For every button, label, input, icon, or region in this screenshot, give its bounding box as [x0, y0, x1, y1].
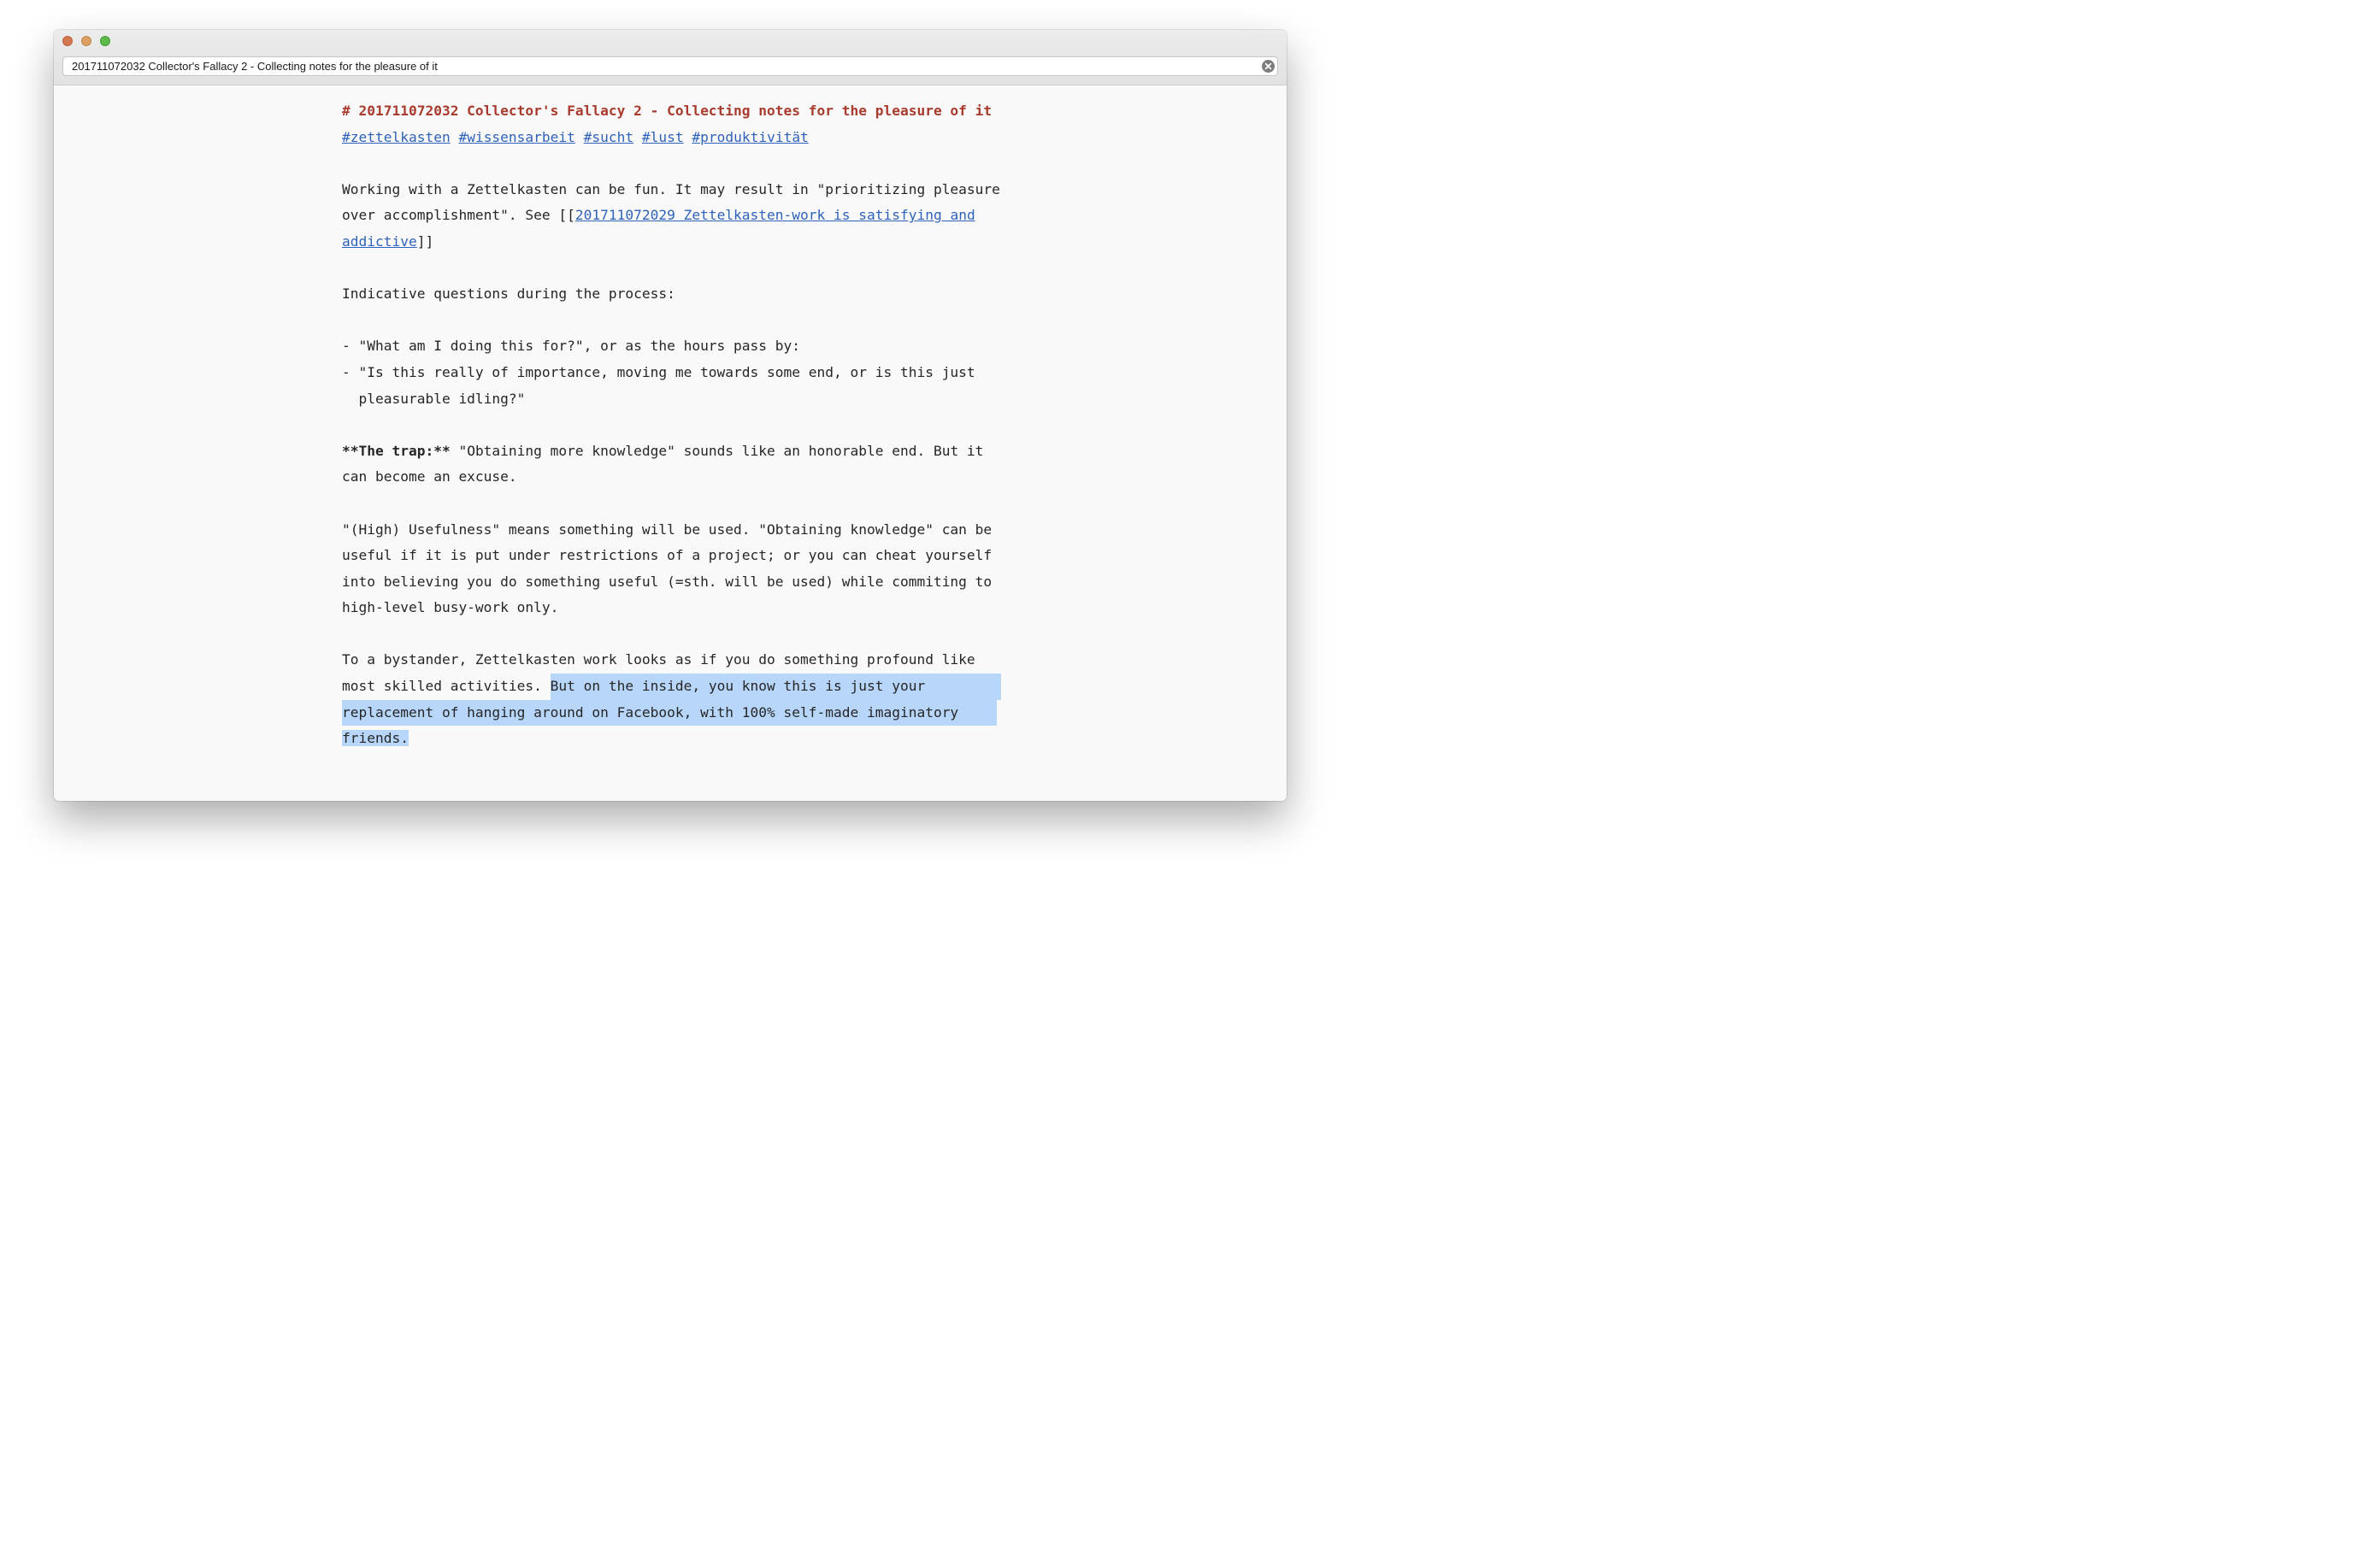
list-item-continuation: pleasurable idling?"	[342, 390, 526, 407]
paragraph-line: useful if it is put under restrictions of a project; or you can cheat yourself	[342, 547, 993, 564]
app-window	[54, 30, 1287, 801]
paragraph-line: can become an excuse.	[342, 468, 517, 485]
tag-link[interactable]: #zettelkasten	[342, 128, 451, 145]
paragraph-text: over accomplishment". See [[	[342, 207, 575, 224]
paragraph-line	[342, 229, 1009, 256]
tag-link[interactable]: #produktivität	[692, 128, 809, 145]
tag-list	[342, 125, 1009, 151]
zoom-window-button[interactable]	[100, 36, 110, 46]
paragraph-line	[342, 438, 1009, 465]
tag-link[interactable]: #sucht	[583, 128, 634, 145]
selected-text: friends.	[342, 730, 409, 747]
paragraph-line: "(High) Usefulness" means something will be used. "Obtaining knowledge" can be	[342, 521, 993, 538]
blank-line	[342, 150, 1009, 177]
wiki-link[interactable]: addictive	[342, 232, 417, 250]
selected-text: replacement of hanging around on Facebook, with 100% self-made imaginatory	[342, 700, 997, 727]
blank-line	[342, 621, 1009, 648]
clear-circle-x-icon[interactable]	[1261, 59, 1275, 74]
paragraph-line: into believing you do something useful (=sth. will be used) while commiting to	[342, 573, 993, 590]
paragraph-line	[342, 726, 1009, 752]
list-item: - "Is this really of importance, moving me towards some end, or is this just	[342, 363, 975, 380]
selected-text: But on the inside, you know this is just your	[551, 674, 1001, 700]
close-window-button[interactable]	[62, 36, 73, 46]
tag-link[interactable]: #lust	[641, 128, 684, 145]
note-editor[interactable]	[342, 98, 1009, 752]
paragraph-line: high-level busy-work only.	[342, 599, 559, 616]
tag-link[interactable]: #wissensarbeit	[458, 128, 575, 145]
paragraph-line: Working with a Zettelkasten can be fun. It may result in "prioritizing pleasure	[342, 180, 1000, 197]
paragraph-text: most skilled activities.	[342, 678, 551, 695]
wiki-link[interactable]: 201711072029 Zettelkasten-work is satisfying and	[574, 207, 975, 224]
paragraph-line: To a bystander, Zettelkasten work looks as if you do something profound like	[342, 651, 975, 668]
title-bar	[54, 30, 1287, 85]
paragraph-line	[342, 203, 1009, 229]
bold-text: **The trap:**	[342, 442, 451, 459]
note-heading: # 201711072032 Collector's Fallacy 2 - Collecting notes for the pleasure of it	[342, 103, 993, 119]
paragraph-line	[342, 700, 1009, 727]
paragraph-text: "Obtaining more knowledge" sounds like an honorable end. But it	[450, 442, 984, 459]
blank-line	[342, 308, 1009, 334]
search-input[interactable]	[72, 57, 1252, 75]
blank-line	[342, 412, 1009, 438]
blank-line	[342, 491, 1009, 517]
paragraph-line: Indicative questions during the process:	[342, 285, 675, 303]
wiki-link-close: ]]	[416, 232, 434, 250]
minimize-window-button[interactable]	[81, 36, 91, 46]
list-item: - "What am I doing this for?", or as the hours pass by:	[342, 338, 801, 355]
search-field[interactable]	[62, 56, 1278, 76]
blank-line	[342, 256, 1009, 282]
paragraph-line	[342, 674, 1009, 700]
